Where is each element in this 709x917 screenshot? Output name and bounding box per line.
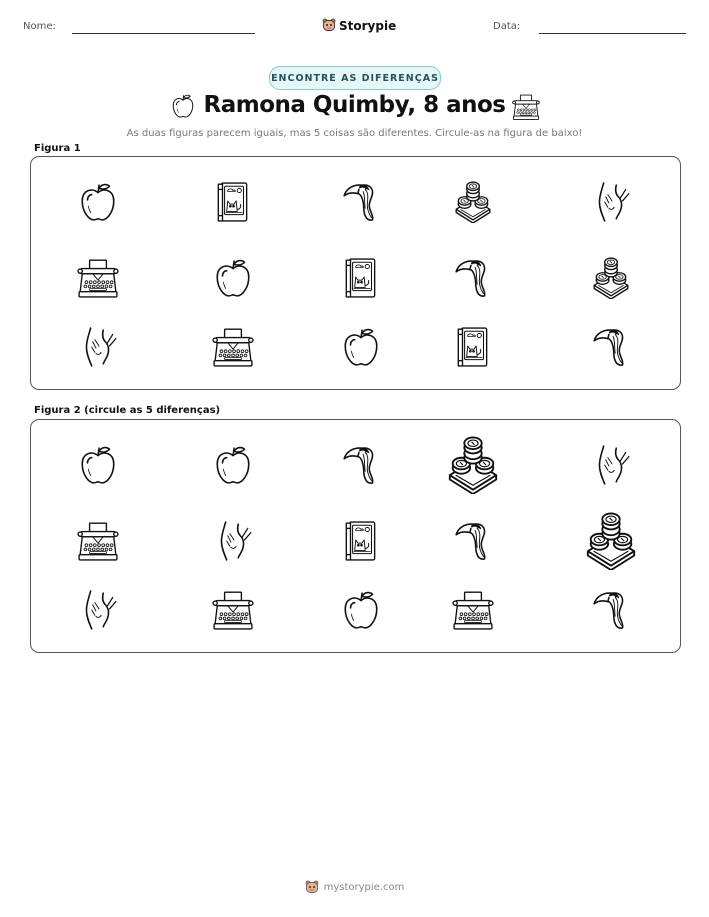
coins-icon <box>444 436 502 494</box>
apple-icon <box>340 589 382 631</box>
book-icon <box>212 181 254 223</box>
footer <box>0 880 709 895</box>
ponytail-icon <box>340 181 382 223</box>
coins-cell[interactable] <box>444 436 502 494</box>
typewriter-icon <box>77 520 119 562</box>
knee-icon <box>212 520 254 562</box>
footer-url[interactable]: mystorypie.com <box>323 882 405 893</box>
knee-cell[interactable] <box>77 589 119 631</box>
date-label: Data: <box>493 21 521 32</box>
typewriter-icon <box>212 589 254 631</box>
typewriter-cell <box>77 257 119 299</box>
name-label: Nome: <box>23 21 56 32</box>
instructions: As duas figuras parecem iguais, mas 5 coisas são diferentes. Circule-as na figura de baixo! <box>126 128 583 139</box>
book-cell <box>452 326 494 368</box>
book-cell <box>212 181 254 223</box>
apple-cell[interactable] <box>212 444 254 486</box>
figure2-label: Figura 2 (circule as 5 diferenças) <box>34 405 221 416</box>
ponytail-icon <box>452 520 494 562</box>
ponytail-cell[interactable] <box>590 589 632 631</box>
apple-icon <box>77 181 119 223</box>
apple-cell[interactable] <box>340 589 382 631</box>
brand <box>322 18 396 33</box>
apple-cell <box>77 181 119 223</box>
ponytail-icon <box>340 444 382 486</box>
knee-cell[interactable] <box>212 520 254 562</box>
storypie-logo-icon <box>305 880 319 895</box>
knee-icon <box>590 444 632 486</box>
name-line[interactable] <box>72 33 255 34</box>
apple-icon <box>77 444 119 486</box>
header <box>0 18 709 38</box>
coins-cell <box>452 181 494 223</box>
typewriter-cell[interactable] <box>452 589 494 631</box>
knee-cell <box>77 326 119 368</box>
figure1-label: Figura 1 <box>34 143 81 154</box>
typewriter-cell[interactable] <box>212 589 254 631</box>
apple-icon <box>340 326 382 368</box>
typewriter-icon <box>212 326 254 368</box>
brand-name: Storypie <box>339 18 397 33</box>
figure2-panel[interactable] <box>30 419 681 653</box>
typewriter-icon <box>511 93 541 121</box>
storypie-logo-icon <box>322 18 336 33</box>
book-icon <box>340 520 382 562</box>
page-title: Ramona Quimby, 8 anos <box>203 92 506 118</box>
apple-cell <box>212 257 254 299</box>
knee-icon <box>590 181 632 223</box>
book-cell <box>340 257 382 299</box>
ponytail-icon <box>590 326 632 368</box>
typewriter-icon <box>452 589 494 631</box>
ponytail-cell <box>590 326 632 368</box>
coins-icon <box>582 512 640 570</box>
ponytail-cell <box>452 257 494 299</box>
knee-cell[interactable] <box>590 444 632 486</box>
book-icon <box>452 326 494 368</box>
knee-icon <box>77 326 119 368</box>
coins-icon <box>590 257 632 299</box>
coins-cell <box>590 257 632 299</box>
ponytail-cell[interactable] <box>452 520 494 562</box>
apple-icon <box>212 444 254 486</box>
ponytail-cell[interactable] <box>340 444 382 486</box>
typewriter-cell[interactable] <box>77 520 119 562</box>
activity-badge: ENCONTRE AS DIFERENÇAS <box>269 66 441 90</box>
book-icon <box>340 257 382 299</box>
ponytail-icon <box>452 257 494 299</box>
coins-icon <box>452 181 494 223</box>
ponytail-icon <box>590 589 632 631</box>
ponytail-cell <box>340 181 382 223</box>
typewriter-icon <box>77 257 119 299</box>
date-line[interactable] <box>539 33 686 34</box>
book-cell[interactable] <box>340 520 382 562</box>
figure1-panel <box>30 156 681 390</box>
knee-icon <box>77 589 119 631</box>
knee-cell <box>590 181 632 223</box>
apple-icon <box>212 257 254 299</box>
typewriter-cell <box>212 326 254 368</box>
apple-cell[interactable] <box>77 444 119 486</box>
apple-cell <box>340 326 382 368</box>
coins-cell[interactable] <box>582 512 640 570</box>
